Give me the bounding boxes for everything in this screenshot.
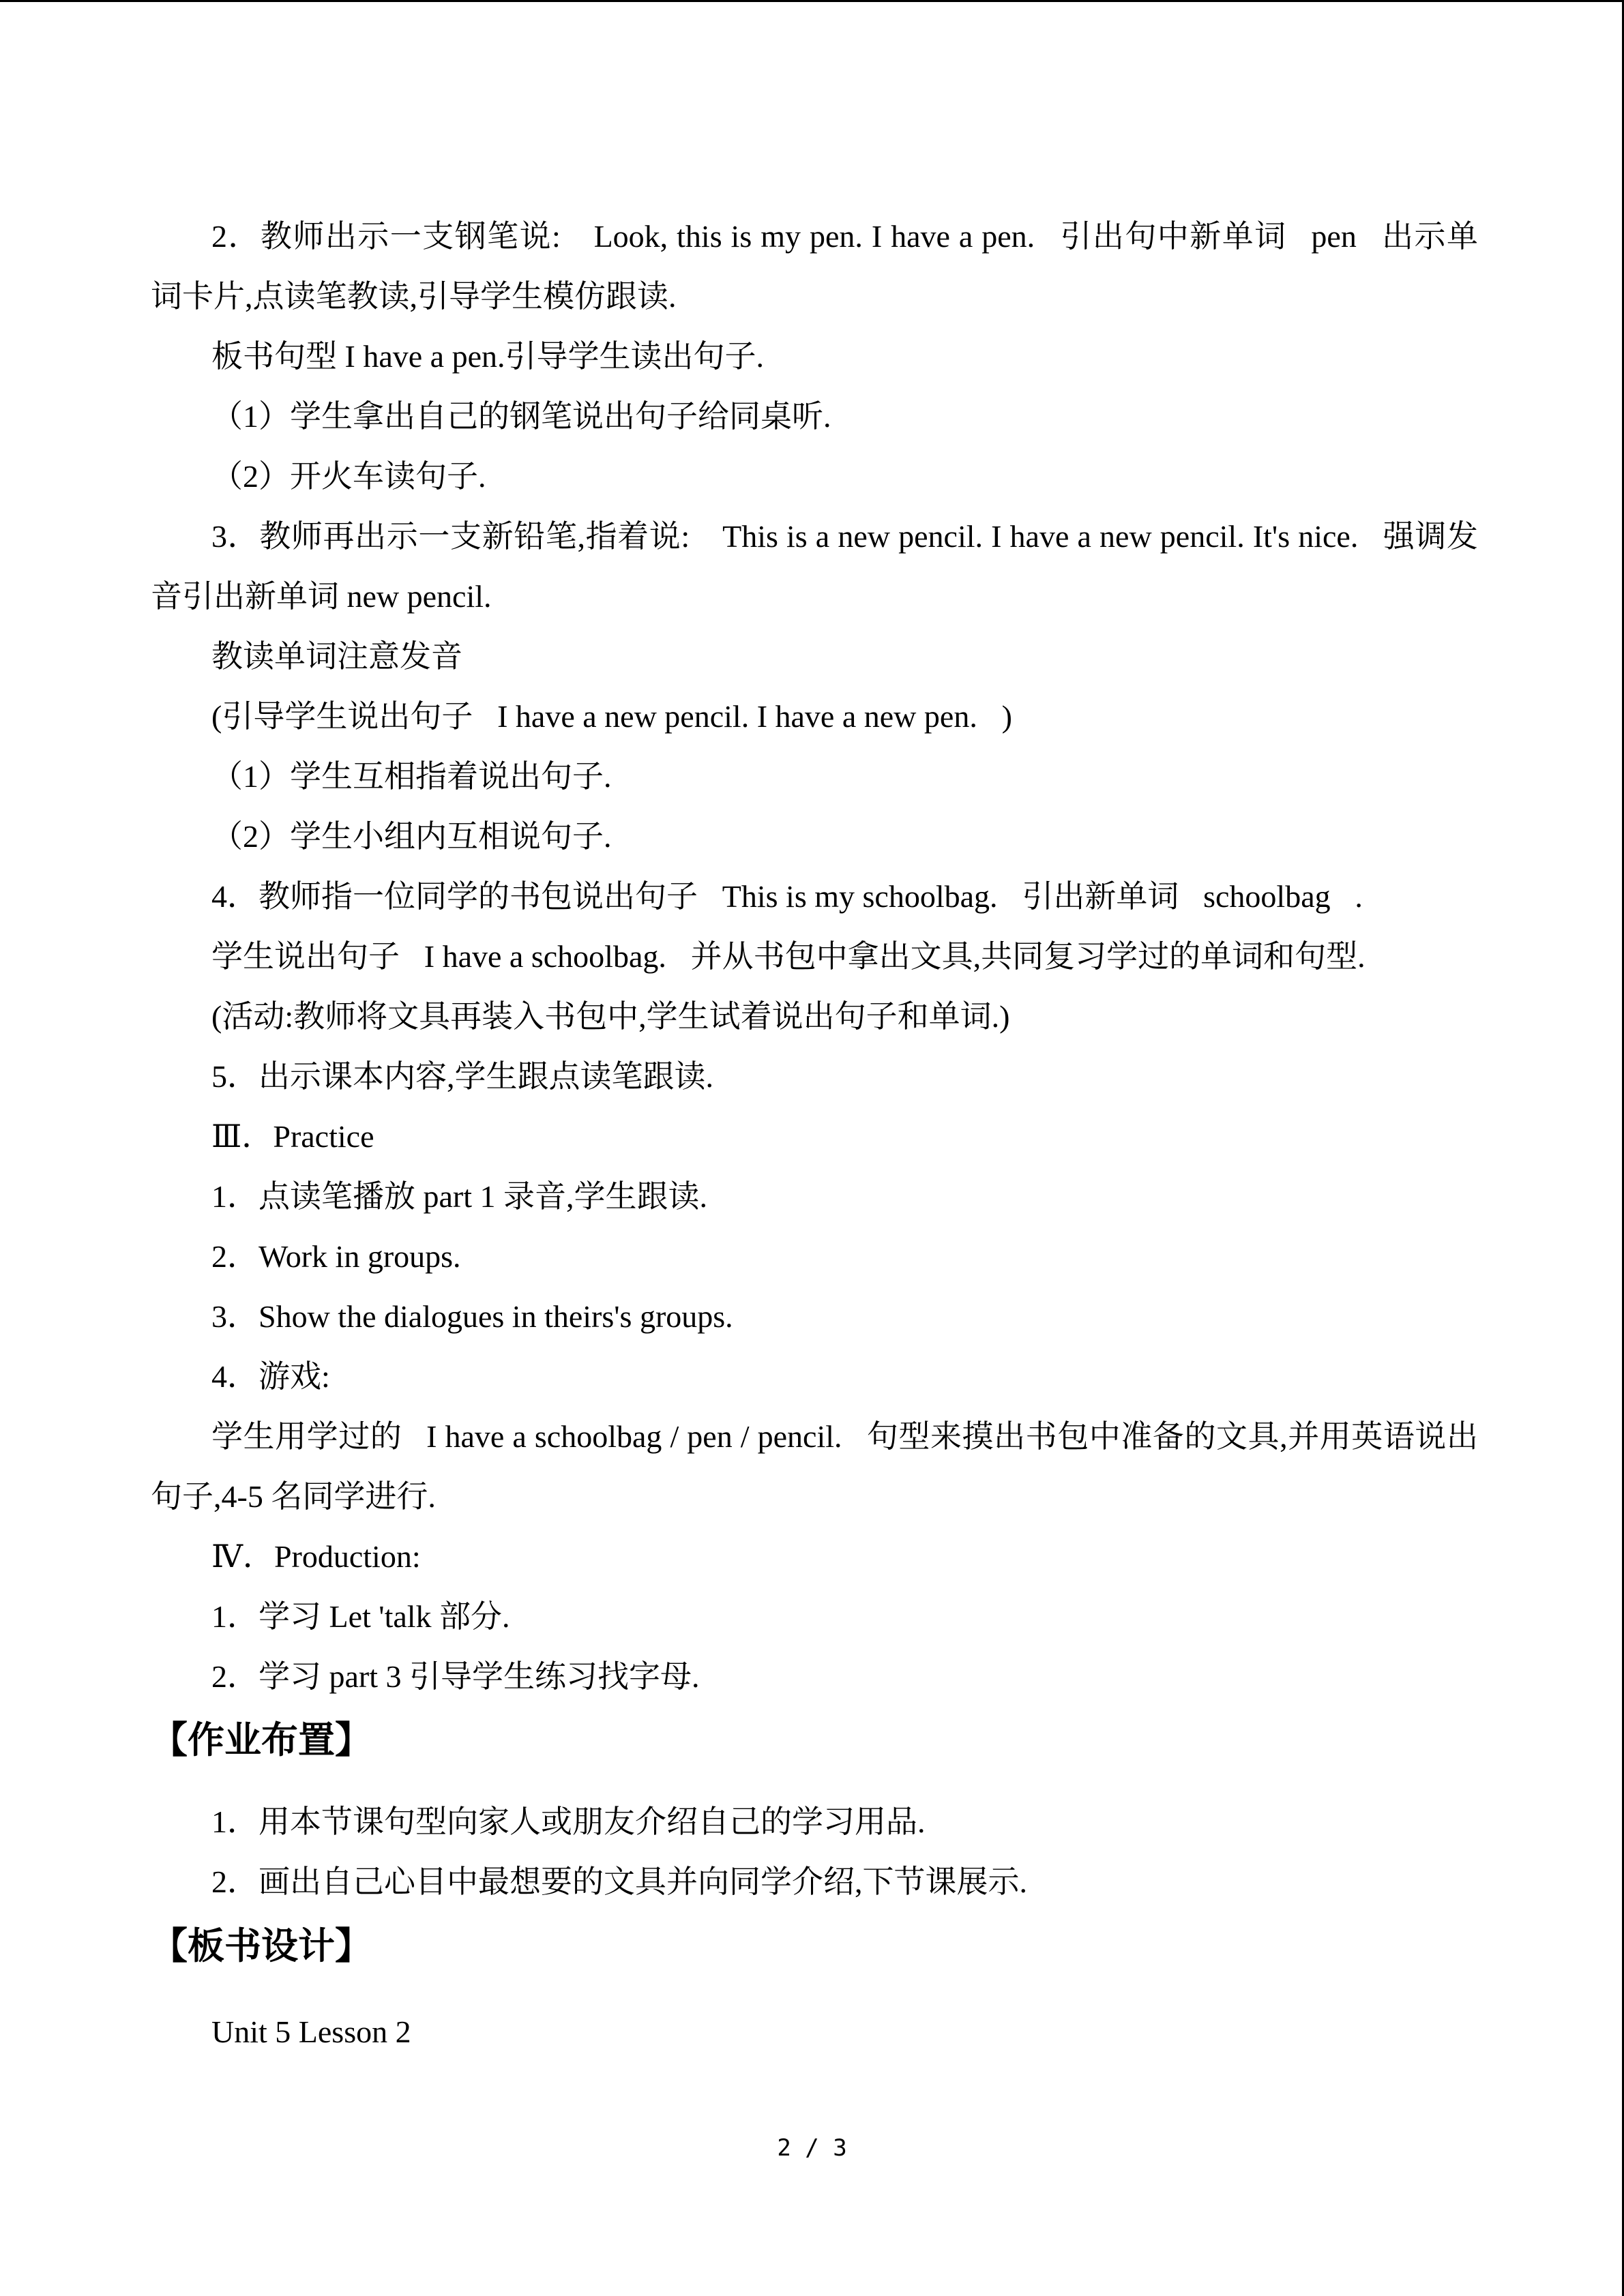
paragraph-step-5: 5．出示课本内容,学生跟点读笔跟读. bbox=[211, 1059, 713, 1094]
paragraph-teach-word: 教读单词注意发音 bbox=[211, 639, 462, 674]
homework-item-1: 1．用本节课句型向家人或朋友介绍自己的学习用品. bbox=[211, 1804, 926, 1839]
paragraph-practice-2: 2．Work in groups. bbox=[211, 1239, 461, 1274]
homework-item-2: 2．画出自己心目中最想要的文具并向同学介绍,下节课展示. bbox=[211, 1864, 1027, 1899]
paragraph-practice-1: 1．点读笔播放 part 1 录音,学生跟读. bbox=[211, 1179, 708, 1214]
paragraph-activity: (活动:教师将文具再装入书包中,学生试着说出句子和单词.) bbox=[211, 999, 1010, 1034]
paragraph-step-3-sub-2: （2）学生小组内互相说句子. bbox=[211, 819, 612, 854]
paragraph-game: 学生用学过的 I have a schoolbag / pen / pencil. 句型来摸出书包中准备的文具,并用英语说出句子,4-5 名同学进行. bbox=[151, 1419, 1478, 1514]
paragraph-step-2: 2．教师出示一支钢笔说:  Look, this is my pen. I have a pen. 引出句中新单词 pen 出示单词卡片,点读笔教读,引导学生模仿跟读. bbox=[151, 219, 1478, 314]
section-practice-title: Ⅲ．Practice bbox=[211, 1119, 374, 1154]
paragraph-production-1: 1．学习 Let 'talk 部分. bbox=[211, 1599, 510, 1634]
homework-heading: 【作业布置】 bbox=[151, 1718, 372, 1761]
paragraph-step-4: 4．教师指一位同学的书包说出句子 This is my schoolbag. 引出新单词 schoolbag . bbox=[211, 879, 1363, 914]
page-top-border bbox=[0, 0, 1624, 2]
paragraph-step-2-sub-1: （1）学生拿出自己的钢笔说出句子给同桌听. bbox=[211, 399, 831, 434]
board-design-unit-title: Unit 5 Lesson 2 bbox=[211, 2014, 411, 2049]
section-production-title: Ⅳ．Production: bbox=[211, 1539, 421, 1574]
paragraph-practice-3: 3．Show the dialogues in theirs's groups. bbox=[211, 1299, 733, 1334]
paragraph-student-sentence: 学生说出句子 I have a schoolbag. 并从书包中拿出文具,共同复习学过的单词和句型. bbox=[211, 939, 1365, 974]
paragraph-practice-4: 4．游戏: bbox=[211, 1359, 330, 1394]
paragraph-board-sentence: 板书句型 I have a pen.引导学生读出句子. bbox=[211, 339, 764, 374]
paragraph-step-3: 3．教师再出示一支新铅笔,指着说:  This is a new pencil. I have a new pencil. It's nice. 强调发音引出新单词 new pencil. bbox=[151, 519, 1478, 614]
board-design-heading: 【板书设计】 bbox=[151, 1924, 372, 1967]
paragraph-production-2: 2．学习 part 3 引导学生练习找字母. bbox=[211, 1659, 700, 1694]
paragraph-step-2-sub-2: （2）开火车读句子. bbox=[211, 459, 486, 494]
paragraph-step-3-sub-1: （1）学生互相指着说出句子. bbox=[211, 759, 612, 794]
paragraph-guide-sentence: (引导学生说出句子 I have a new pencil. I have a new pen. ) bbox=[211, 699, 1012, 734]
page-number: 2 / 3 bbox=[777, 2134, 847, 2162]
